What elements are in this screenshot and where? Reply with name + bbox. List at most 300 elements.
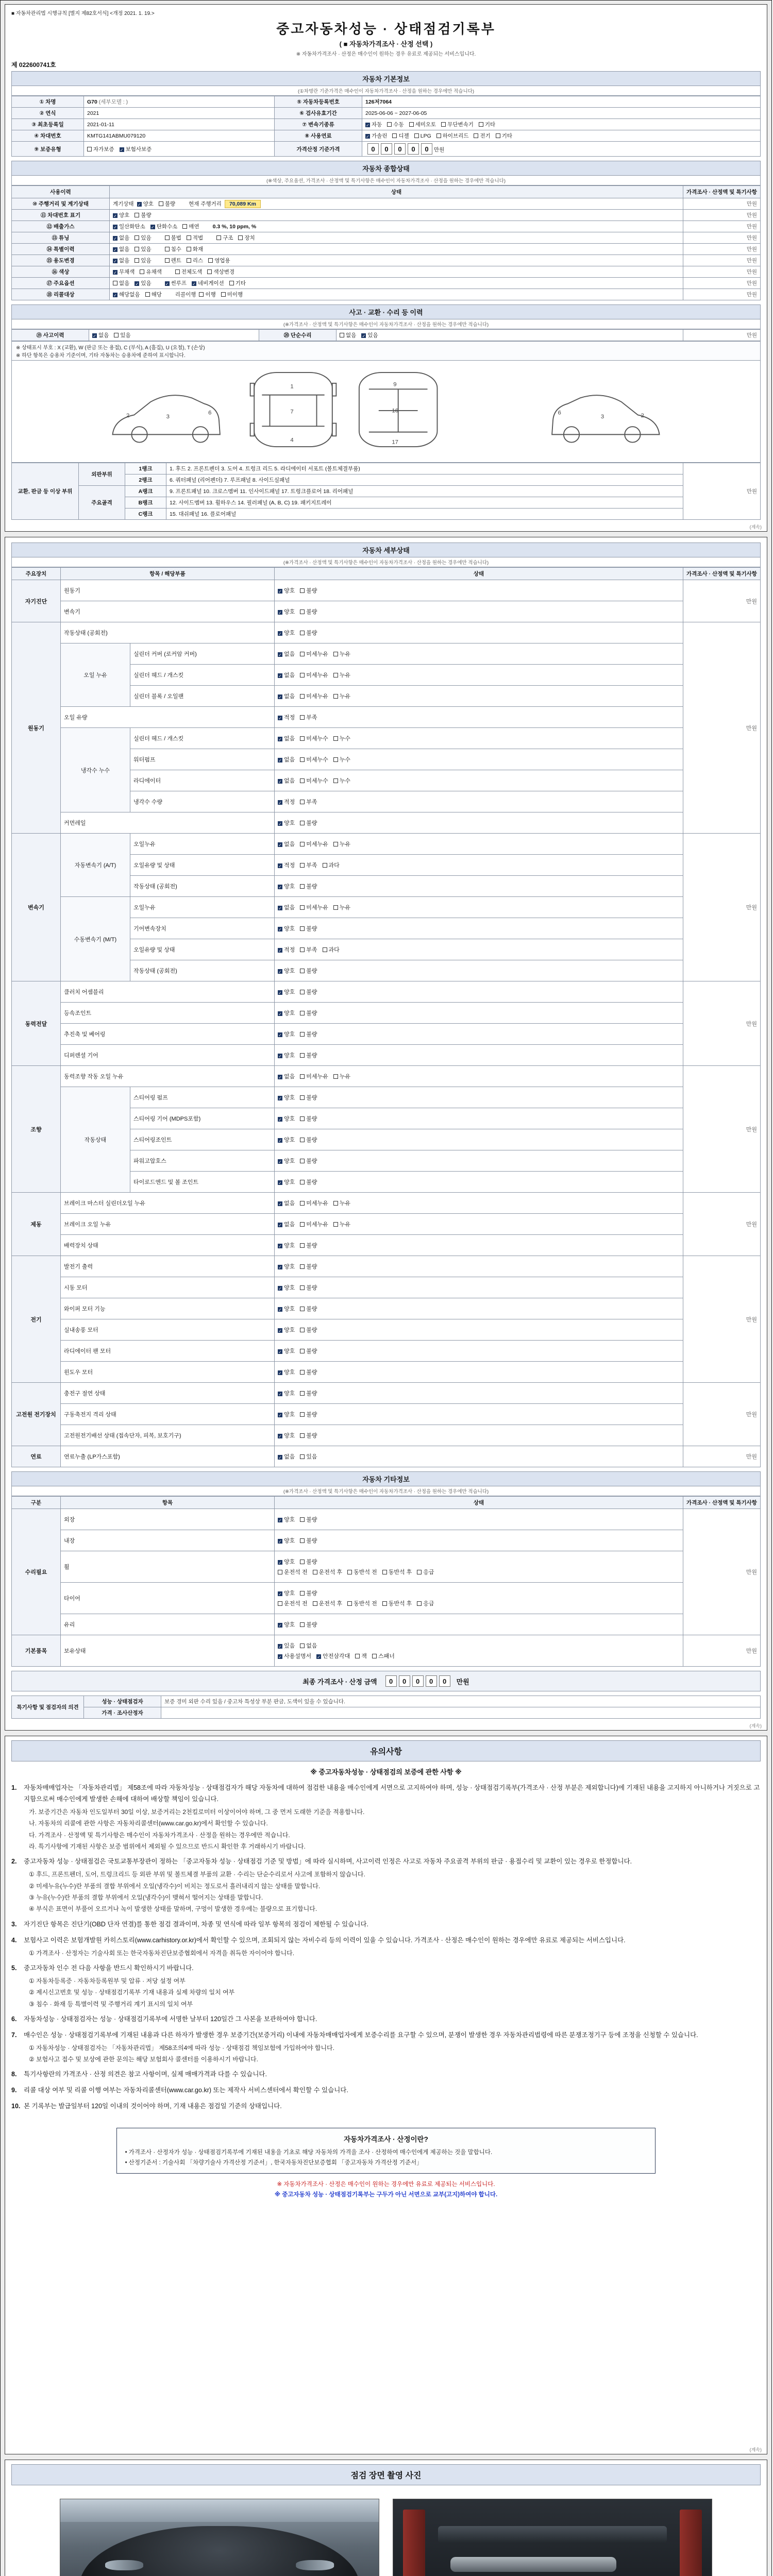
- checkbox-option[interactable]: [300, 1326, 317, 1334]
- checkbox-option[interactable]: [192, 279, 224, 287]
- checkbox-option[interactable]: [113, 245, 129, 253]
- checkbox-option[interactable]: [417, 1568, 434, 1576]
- checkbox-box[interactable]: [496, 133, 500, 138]
- checkbox-box[interactable]: ✓: [278, 779, 282, 784]
- checkbox-option[interactable]: [278, 1557, 295, 1566]
- checkbox-option[interactable]: [300, 713, 317, 721]
- checkbox-box[interactable]: ✓: [278, 970, 282, 974]
- checkbox-option[interactable]: [323, 861, 340, 869]
- checkbox-box[interactable]: [221, 292, 226, 297]
- checkbox-option[interactable]: [278, 798, 295, 806]
- checkbox-box[interactable]: [300, 1307, 305, 1311]
- checkbox-box[interactable]: [333, 842, 338, 846]
- checkbox-option[interactable]: [300, 840, 328, 848]
- checkbox-box[interactable]: ✓: [278, 1075, 282, 1080]
- checkbox-option[interactable]: [278, 903, 295, 911]
- checkbox-box[interactable]: [300, 1433, 305, 1438]
- checkbox-option[interactable]: [365, 121, 382, 128]
- checkbox-box[interactable]: [300, 715, 305, 720]
- checkbox-option[interactable]: [300, 1157, 317, 1165]
- checkbox-box[interactable]: ✓: [278, 906, 282, 911]
- checkbox-box[interactable]: [333, 1074, 338, 1079]
- checkbox-option[interactable]: [333, 671, 350, 679]
- checkbox-box[interactable]: ✓: [278, 589, 282, 594]
- checkbox-option[interactable]: [387, 121, 404, 128]
- checkbox-option[interactable]: [333, 734, 350, 742]
- checkbox-box[interactable]: ✓: [278, 716, 282, 721]
- checkbox-box[interactable]: ✓: [278, 674, 282, 679]
- checkbox-option[interactable]: [278, 945, 295, 954]
- checkbox-box[interactable]: ✓: [278, 1413, 282, 1418]
- checkbox-option[interactable]: [347, 1599, 377, 1607]
- checkbox-box[interactable]: [300, 694, 305, 699]
- checkbox-box[interactable]: [300, 1095, 305, 1100]
- checkbox-option[interactable]: [113, 268, 135, 276]
- checkbox-option[interactable]: [278, 1114, 295, 1123]
- checkbox-option[interactable]: [278, 1136, 295, 1144]
- checkbox-option[interactable]: [92, 331, 109, 339]
- checkbox-option[interactable]: [145, 291, 162, 298]
- checkbox-box[interactable]: [278, 1570, 282, 1574]
- checkbox-option[interactable]: [278, 1030, 295, 1038]
- checkbox-option[interactable]: [340, 331, 356, 339]
- checkbox-option[interactable]: [333, 840, 350, 848]
- checkbox-option[interactable]: [278, 840, 295, 848]
- checkbox-box[interactable]: [114, 333, 119, 337]
- checkbox-option[interactable]: [333, 650, 350, 658]
- checkbox-box[interactable]: ✓: [278, 1160, 282, 1164]
- checkbox-box[interactable]: [216, 235, 221, 240]
- checkbox-box[interactable]: [333, 673, 338, 677]
- checkbox-box[interactable]: [300, 969, 305, 973]
- checkbox-box[interactable]: [333, 736, 338, 741]
- checkbox-option[interactable]: [278, 1093, 295, 1101]
- checkbox-option[interactable]: [135, 279, 151, 287]
- checkbox-option[interactable]: [323, 945, 340, 954]
- checkbox-box[interactable]: ✓: [278, 1202, 282, 1207]
- checkbox-option[interactable]: [278, 692, 295, 700]
- checkbox-box[interactable]: [409, 122, 414, 127]
- checkbox-option[interactable]: [300, 924, 317, 933]
- checkbox-box[interactable]: ✓: [278, 1181, 282, 1185]
- checkbox-box[interactable]: ✓: [278, 1392, 282, 1397]
- checkbox-box[interactable]: ✓: [150, 225, 155, 230]
- checkbox-box[interactable]: [347, 1570, 352, 1574]
- checkbox-option[interactable]: [207, 268, 234, 276]
- checkbox-box[interactable]: ✓: [113, 214, 117, 218]
- checkbox-option[interactable]: [382, 1568, 412, 1576]
- checkbox-option[interactable]: [278, 1431, 295, 1439]
- checkbox-option[interactable]: [414, 133, 431, 139]
- checkbox-option[interactable]: [278, 713, 295, 721]
- checkbox-option[interactable]: [278, 776, 295, 785]
- checkbox-box[interactable]: [159, 201, 163, 206]
- checkbox-option[interactable]: [333, 692, 350, 700]
- checkbox-option[interactable]: [300, 692, 328, 700]
- checkbox-option[interactable]: [238, 234, 255, 242]
- checkbox-box[interactable]: ✓: [137, 202, 141, 207]
- checkbox-option[interactable]: [278, 1368, 295, 1376]
- checkbox-option[interactable]: [365, 132, 387, 140]
- checkbox-option[interactable]: [300, 882, 317, 890]
- checkbox-box[interactable]: [187, 235, 191, 240]
- checkbox-option[interactable]: [333, 903, 350, 911]
- checkbox-box[interactable]: ✓: [278, 1286, 282, 1291]
- checkbox-option[interactable]: [333, 1072, 350, 1080]
- checkbox-option[interactable]: [300, 798, 317, 806]
- checkbox-box[interactable]: [300, 1180, 305, 1184]
- checkbox-option[interactable]: [300, 1262, 317, 1270]
- checkbox-box[interactable]: [300, 821, 305, 825]
- checkbox-option[interactable]: [278, 1536, 295, 1545]
- checkbox-option[interactable]: [221, 291, 243, 298]
- checkbox-option[interactable]: [300, 1072, 328, 1080]
- checkbox-option[interactable]: [361, 331, 378, 339]
- checkbox-box[interactable]: [278, 1601, 282, 1606]
- checkbox-box[interactable]: ✓: [278, 1539, 282, 1544]
- checkbox-option[interactable]: [278, 1620, 295, 1629]
- checkbox-option[interactable]: [165, 245, 181, 253]
- checkbox-option[interactable]: [382, 1599, 412, 1607]
- checkbox-option[interactable]: [278, 1262, 295, 1270]
- checkbox-box[interactable]: [300, 884, 305, 889]
- checkbox-box[interactable]: ✓: [113, 225, 117, 230]
- checkbox-box[interactable]: [300, 757, 305, 762]
- checkbox-box[interactable]: ✓: [278, 1265, 282, 1270]
- checkbox-box[interactable]: ✓: [278, 1561, 282, 1565]
- checkbox-option[interactable]: [316, 1652, 350, 1660]
- checkbox-box[interactable]: [300, 609, 305, 614]
- checkbox-option[interactable]: [278, 1072, 295, 1080]
- checkbox-option[interactable]: [187, 257, 203, 264]
- checkbox-option[interactable]: [300, 1515, 317, 1523]
- checkbox-box[interactable]: [165, 235, 170, 240]
- checkbox-option[interactable]: [175, 268, 203, 276]
- checkbox-box[interactable]: [165, 258, 170, 263]
- checkbox-box[interactable]: [165, 247, 170, 251]
- checkbox-option[interactable]: [300, 861, 317, 869]
- checkbox-box[interactable]: ✓: [278, 885, 282, 890]
- checkbox-box[interactable]: [300, 1328, 305, 1332]
- checkbox-box[interactable]: ✓: [113, 248, 117, 252]
- checkbox-option[interactable]: [140, 268, 161, 276]
- checkbox-option[interactable]: [300, 755, 328, 764]
- checkbox-box[interactable]: [300, 1201, 305, 1206]
- checkbox-box[interactable]: ✓: [278, 1096, 282, 1101]
- checkbox-box[interactable]: ✓: [278, 1518, 282, 1523]
- checkbox-box[interactable]: ✓: [278, 1244, 282, 1249]
- checkbox-box[interactable]: [300, 736, 305, 741]
- checkbox-option[interactable]: [278, 819, 295, 827]
- checkbox-box[interactable]: [372, 1654, 377, 1658]
- checkbox-option[interactable]: [278, 1326, 295, 1334]
- checkbox-option[interactable]: [300, 650, 328, 658]
- checkbox-box[interactable]: ✓: [278, 1655, 282, 1659]
- checkbox-option[interactable]: [474, 132, 490, 140]
- checkbox-box[interactable]: ✓: [165, 282, 169, 286]
- checkbox-box[interactable]: ✓: [278, 1455, 282, 1460]
- checkbox-option[interactable]: [300, 671, 328, 679]
- checkbox-option[interactable]: [165, 257, 181, 264]
- checkbox-box[interactable]: [479, 122, 483, 127]
- checkbox-option[interactable]: [113, 211, 129, 219]
- checkbox-box[interactable]: [140, 269, 144, 274]
- checkbox-option[interactable]: [278, 1410, 295, 1418]
- checkbox-option[interactable]: [87, 145, 114, 153]
- checkbox-box[interactable]: [300, 990, 305, 994]
- checkbox-box[interactable]: [300, 1011, 305, 1015]
- checkbox-option[interactable]: [300, 1220, 328, 1228]
- checkbox-box[interactable]: [238, 235, 243, 240]
- checkbox-option[interactable]: [300, 1051, 317, 1059]
- checkbox-option[interactable]: [300, 1009, 317, 1017]
- checkbox-option[interactable]: [300, 1452, 317, 1461]
- checkbox-option[interactable]: [300, 776, 328, 785]
- checkbox-option[interactable]: [313, 1568, 343, 1576]
- checkbox-box[interactable]: [135, 247, 139, 251]
- checkbox-option[interactable]: [278, 1304, 295, 1313]
- checkbox-option[interactable]: [278, 967, 295, 975]
- checkbox-option[interactable]: [135, 211, 151, 219]
- checkbox-option[interactable]: [333, 755, 350, 764]
- checkbox-box[interactable]: ✓: [278, 737, 282, 742]
- checkbox-option[interactable]: [159, 200, 175, 208]
- checkbox-box[interactable]: [87, 147, 92, 151]
- checkbox-box[interactable]: [300, 1643, 305, 1648]
- checkbox-box[interactable]: ✓: [278, 801, 282, 805]
- checkbox-option[interactable]: [113, 291, 140, 298]
- checkbox-option[interactable]: [278, 1283, 295, 1292]
- checkbox-box[interactable]: ✓: [278, 822, 282, 826]
- checkbox-option[interactable]: [300, 1347, 317, 1355]
- checkbox-option[interactable]: [333, 1220, 350, 1228]
- checkbox-box[interactable]: [313, 1601, 317, 1606]
- checkbox-box[interactable]: [333, 1201, 338, 1206]
- checkbox-option[interactable]: [333, 776, 350, 785]
- checkbox-option[interactable]: [278, 1157, 295, 1165]
- checkbox-box[interactable]: [300, 1454, 305, 1459]
- checkbox-box[interactable]: [300, 1370, 305, 1375]
- checkbox-box[interactable]: [382, 1570, 387, 1574]
- checkbox-option[interactable]: [278, 629, 295, 637]
- checkbox-box[interactable]: [300, 1032, 305, 1037]
- checkbox-option[interactable]: [278, 1389, 295, 1397]
- checkbox-box[interactable]: [436, 133, 441, 138]
- checkbox-option[interactable]: [300, 1283, 317, 1292]
- checkbox-option[interactable]: [278, 1568, 308, 1576]
- checkbox-box[interactable]: ✓: [278, 864, 282, 869]
- checkbox-box[interactable]: [300, 1138, 305, 1142]
- checkbox-box[interactable]: [300, 1264, 305, 1269]
- checkbox-box[interactable]: ✓: [278, 758, 282, 763]
- checkbox-box[interactable]: [300, 1074, 305, 1079]
- checkbox-box[interactable]: ✓: [278, 1054, 282, 1059]
- checkbox-option[interactable]: [187, 234, 203, 242]
- checkbox-box[interactable]: [300, 1412, 305, 1417]
- checkbox-box[interactable]: [145, 292, 150, 297]
- checkbox-option[interactable]: [300, 1557, 317, 1566]
- checkbox-box[interactable]: [300, 1391, 305, 1396]
- checkbox-option[interactable]: [300, 1114, 317, 1123]
- checkbox-option[interactable]: [300, 1620, 317, 1629]
- checkbox-box[interactable]: [300, 631, 305, 635]
- checkbox-option[interactable]: [300, 1368, 317, 1376]
- checkbox-option[interactable]: [216, 234, 233, 242]
- checkbox-option[interactable]: [278, 586, 295, 595]
- checkbox-option[interactable]: [300, 1589, 317, 1597]
- checkbox-box[interactable]: [387, 122, 392, 127]
- checkbox-box[interactable]: [347, 1601, 352, 1606]
- checkbox-option[interactable]: [300, 586, 317, 595]
- checkbox-box[interactable]: [207, 269, 212, 274]
- checkbox-option[interactable]: [355, 1652, 367, 1660]
- checkbox-option[interactable]: [113, 234, 129, 242]
- checkbox-box[interactable]: ✓: [278, 1434, 282, 1439]
- checkbox-box[interactable]: [417, 1601, 422, 1606]
- checkbox-option[interactable]: [300, 1389, 317, 1397]
- checkbox-box[interactable]: ✓: [278, 1329, 282, 1333]
- checkbox-box[interactable]: [300, 1159, 305, 1163]
- checkbox-option[interactable]: [165, 234, 181, 242]
- checkbox-option[interactable]: [278, 671, 295, 679]
- checkbox-box[interactable]: [135, 258, 139, 263]
- checkbox-option[interactable]: [278, 1515, 295, 1523]
- checkbox-box[interactable]: ✓: [317, 1655, 321, 1659]
- checkbox-option[interactable]: [150, 223, 178, 230]
- checkbox-option[interactable]: [278, 1641, 295, 1650]
- checkbox-box[interactable]: ✓: [362, 334, 366, 338]
- checkbox-option[interactable]: [300, 607, 317, 616]
- checkbox-option[interactable]: [300, 1178, 317, 1186]
- checkbox-box[interactable]: [474, 133, 478, 138]
- checkbox-box[interactable]: ✓: [135, 282, 139, 286]
- checkbox-box[interactable]: [300, 778, 305, 783]
- checkbox-option[interactable]: [278, 1589, 295, 1597]
- checkbox-option[interactable]: [409, 121, 436, 128]
- checkbox-box[interactable]: [333, 778, 338, 783]
- checkbox-option[interactable]: [278, 1199, 295, 1207]
- checkbox-option[interactable]: [278, 650, 295, 658]
- checkbox-box[interactable]: ✓: [113, 236, 117, 241]
- checkbox-box[interactable]: [175, 269, 180, 274]
- checkbox-box[interactable]: [300, 842, 305, 846]
- checkbox-option[interactable]: [278, 1178, 295, 1186]
- checkbox-option[interactable]: [278, 1051, 295, 1059]
- checkbox-box[interactable]: [300, 1560, 305, 1564]
- checkbox-option[interactable]: [300, 1199, 328, 1207]
- checkbox-box[interactable]: ✓: [278, 948, 282, 953]
- checkbox-box[interactable]: [300, 652, 305, 656]
- checkbox-box[interactable]: [300, 1591, 305, 1596]
- checkbox-option[interactable]: [300, 903, 328, 911]
- checkbox-box[interactable]: [382, 1601, 387, 1606]
- checkbox-option[interactable]: [417, 1599, 434, 1607]
- checkbox-option[interactable]: [208, 257, 230, 264]
- checkbox-box[interactable]: ✓: [278, 1033, 282, 1038]
- checkbox-option[interactable]: [135, 234, 151, 242]
- checkbox-box[interactable]: [300, 1053, 305, 1058]
- checkbox-box[interactable]: [340, 333, 344, 337]
- checkbox-box[interactable]: [300, 1222, 305, 1227]
- checkbox-option[interactable]: [300, 629, 317, 637]
- checkbox-box[interactable]: [333, 757, 338, 762]
- checkbox-option[interactable]: [199, 291, 215, 298]
- checkbox-option[interactable]: [278, 1347, 295, 1355]
- checkbox-box[interactable]: [300, 1622, 305, 1627]
- checkbox-box[interactable]: [135, 213, 139, 217]
- checkbox-option[interactable]: [114, 331, 130, 339]
- checkbox-box[interactable]: [392, 133, 397, 138]
- checkbox-box[interactable]: [208, 258, 213, 263]
- checkbox-box[interactable]: [441, 122, 446, 127]
- checkbox-box[interactable]: [313, 1570, 317, 1574]
- checkbox-box[interactable]: ✓: [366, 123, 369, 128]
- checkbox-box[interactable]: [323, 947, 327, 952]
- checkbox-option[interactable]: [300, 945, 317, 954]
- checkbox-option[interactable]: [300, 1410, 317, 1418]
- checkbox-box[interactable]: [333, 652, 338, 656]
- checkbox-option[interactable]: [479, 121, 495, 128]
- checkbox-box[interactable]: [300, 673, 305, 677]
- checkbox-box[interactable]: [113, 281, 117, 285]
- checkbox-option[interactable]: [229, 279, 246, 287]
- checkbox-box[interactable]: ✓: [113, 259, 117, 264]
- checkbox-box[interactable]: [333, 905, 338, 910]
- checkbox-box[interactable]: ✓: [278, 1012, 282, 1016]
- checkbox-box[interactable]: ✓: [278, 1350, 282, 1354]
- checkbox-option[interactable]: [135, 257, 151, 264]
- checkbox-option[interactable]: [278, 607, 295, 616]
- checkbox-option[interactable]: [137, 200, 154, 208]
- checkbox-box[interactable]: ✓: [278, 1645, 282, 1649]
- checkbox-option[interactable]: [300, 967, 317, 975]
- checkbox-box[interactable]: ✓: [278, 1371, 282, 1376]
- checkbox-option[interactable]: [300, 1536, 317, 1545]
- checkbox-box[interactable]: [300, 905, 305, 910]
- checkbox-box[interactable]: [135, 235, 139, 240]
- checkbox-box[interactable]: ✓: [278, 1223, 282, 1228]
- checkbox-box[interactable]: [300, 1285, 305, 1290]
- checkbox-box[interactable]: ✓: [278, 991, 282, 995]
- checkbox-option[interactable]: [333, 1199, 350, 1207]
- checkbox-box[interactable]: ✓: [278, 611, 282, 615]
- checkbox-box[interactable]: ✓: [278, 632, 282, 636]
- checkbox-box[interactable]: [300, 1517, 305, 1522]
- checkbox-option[interactable]: [313, 1599, 343, 1607]
- checkbox-option[interactable]: [372, 1652, 395, 1660]
- checkbox-box[interactable]: [300, 926, 305, 931]
- checkbox-box[interactable]: [300, 863, 305, 868]
- checkbox-box[interactable]: [229, 281, 234, 285]
- checkbox-option[interactable]: [347, 1568, 377, 1576]
- checkbox-option[interactable]: [300, 734, 328, 742]
- checkbox-option[interactable]: [278, 882, 295, 890]
- checkbox-box[interactable]: ✓: [366, 134, 369, 139]
- checkbox-box[interactable]: [187, 247, 191, 251]
- checkbox-option[interactable]: [300, 1304, 317, 1313]
- checkbox-box[interactable]: [300, 1116, 305, 1121]
- checkbox-box[interactable]: ✓: [278, 1117, 282, 1122]
- checkbox-box[interactable]: [199, 292, 204, 297]
- checkbox-option[interactable]: [300, 1241, 317, 1249]
- checkbox-option[interactable]: [278, 861, 295, 869]
- checkbox-box[interactable]: [323, 863, 327, 868]
- checkbox-option[interactable]: [300, 1093, 317, 1101]
- checkbox-box[interactable]: ✓: [278, 1139, 282, 1143]
- checkbox-option[interactable]: [120, 145, 152, 153]
- checkbox-box[interactable]: [417, 1570, 422, 1574]
- checkbox-option[interactable]: [278, 924, 295, 933]
